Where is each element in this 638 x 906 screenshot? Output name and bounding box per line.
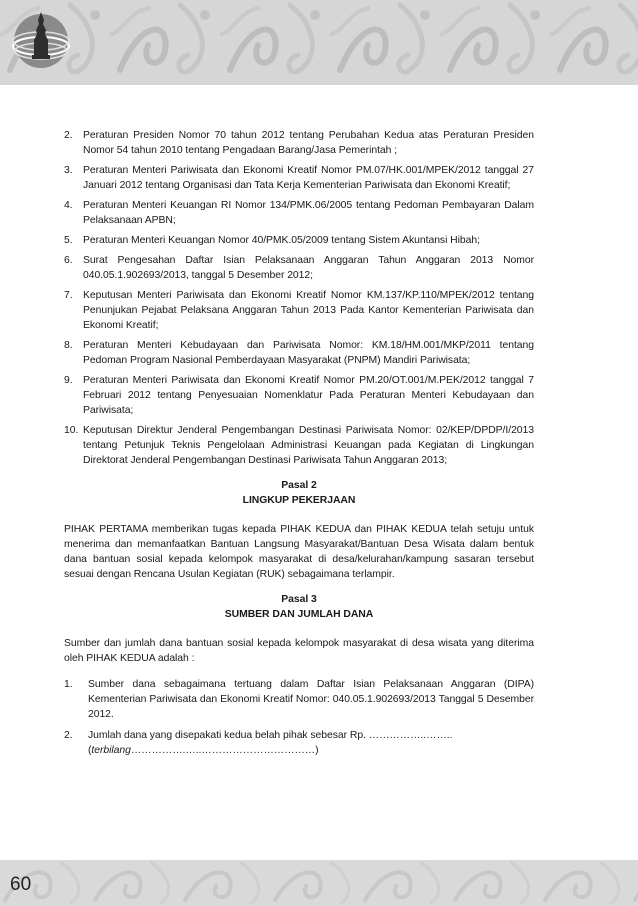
pasal-title: SUMBER DAN JUMLAH DANA — [224, 609, 374, 621]
list-item: 8. Peraturan Menteri Kebudayaan dan Pariwisata Nomor: KM.18/HM.001/MKP/2011 tentang Pedoman Program Nasional Pemberdayaan Masyarakat (PNPM) Mandiri Pariwisata; — [64, 340, 534, 366]
list-item: 1. Sumber dana sebagaimana tertuang dalam Daftar Isian Pelaksanaan Anggaran (DIPA) Kementerian Pariwisata dan Ekonomi Kreatif Nomor: 040.05.1.902693/2013 Tanggal 5 Desember 2012. — [64, 678, 534, 720]
pasal-title: LINGKUP PEKERJAAN — [242, 495, 356, 506]
pasal-number: Pasal 2 — [281, 480, 317, 491]
list-item: 5. Peraturan Menteri Keuangan Nomor 40/PMK.05/2009 tentang Sistem Akuntansi Hibah; — [64, 235, 480, 246]
list-item: 10. Keputusan Direktur Jenderal Pengembangan Destinasi Pariwisata Nomor: 02/KEP/DPDP/I/2013 tentang Petunjuk Teknis Pengelolaan Administrasi Keuangan pada Kegiatan di Lingkungan Direktorat Jenderal Pengembangan Destinasi Pariwisata Tahun Anggaran 2013; — [64, 425, 534, 466]
list-item: 6. Surat Pengesahan Daftar Isian Pelaksanaan Anggaran Tahun Anggaran 2013 Nomor 040.05.1.902693/2013, tanggal 5 Desember 2012; — [64, 255, 534, 281]
batik-pattern — [0, 0, 638, 85]
pasal-2-body: PIHAK PERTAMA memberikan tugas kepada PIHAK KEDUA dan PIHAK KEDUA telah setuju untuk menerima dan memanfaatkan Bantuan Langsung Masyarakat/Bantuan Desa Wisata dalam bentuk dana bantuan sosial kepada kelompok masyarakat di desa/kelurahan/kampung sasaran tersebut sesuai dengan Rencana Usulan Kegiatan (RUK) sebagaimana terlampir. — [64, 524, 534, 580]
list-item: 2. Jumlah dana yang disepakati kedua belah pihak sebesar Rp. ……………..…….. (terbilang…………….…..……………………………) — [64, 729, 453, 756]
reference-list — [64, 128, 534, 468]
header-band — [0, 0, 638, 85]
batik-pattern — [0, 860, 638, 906]
pasal-2-heading — [64, 478, 534, 508]
pasal-number: Pasal 3 — [281, 594, 317, 606]
list-item: 2. Peraturan Presiden Nomor 70 tahun 2012 tentang Perubahan Kedua atas Peraturan Presiden Nomor 54 tahun 2010 tentang Pengadaan Barang/Jasa Pemerintah ; — [64, 130, 534, 156]
list-item: 7. Keputusan Menteri Pariwisata dan Ekonomi Kreatif Nomor KM.137/KP.110/MPEK/2012 tentang Penunjukan Pejabat Pelaksana Anggaran Tahun 2013 Pada Kantor Kementerian Pariwisata dan Ekonomi Kreatif; — [64, 290, 534, 331]
pasal-3-heading — [64, 592, 534, 622]
list-item: 4. Peraturan Menteri Keuangan RI Nomor 134/PMK.06/2005 tentang Pedoman Pembayaran Dalam Pelaksanaan APBN; — [64, 200, 534, 226]
document-body — [64, 128, 534, 764]
fund-list — [64, 677, 534, 758]
list-item: 3. Peraturan Menteri Pariwisata dan Ekonomi Kreatif Nomor PM.07/HK.001/MPEK/2012 tanggal 27 Januari 2012 tentang Organisasi dan Tata Kerja Kementerian Pariwisata dan Ekonomi Kreatif; — [64, 165, 534, 191]
list-item: 9. Peraturan Menteri Pariwisata dan Ekonomi Kreatif Nomor PM.20/OT.001/M.PEK/2012 tanggal 7 Februari 2012 tentang Penyesuaian Nomenklatur Pada Peraturan Menteri Kebudayaan dan Pariwisata; — [64, 375, 534, 416]
pasal-3-intro: Sumber dan jumlah dana bantuan sosial kepada kelompok masyarakat di desa wisata yang diterima oleh PIHAK KEDUA adalah : — [64, 638, 534, 665]
footer-band — [0, 860, 638, 906]
logo-icon — [10, 8, 72, 70]
page-number: 60 — [10, 874, 32, 895]
